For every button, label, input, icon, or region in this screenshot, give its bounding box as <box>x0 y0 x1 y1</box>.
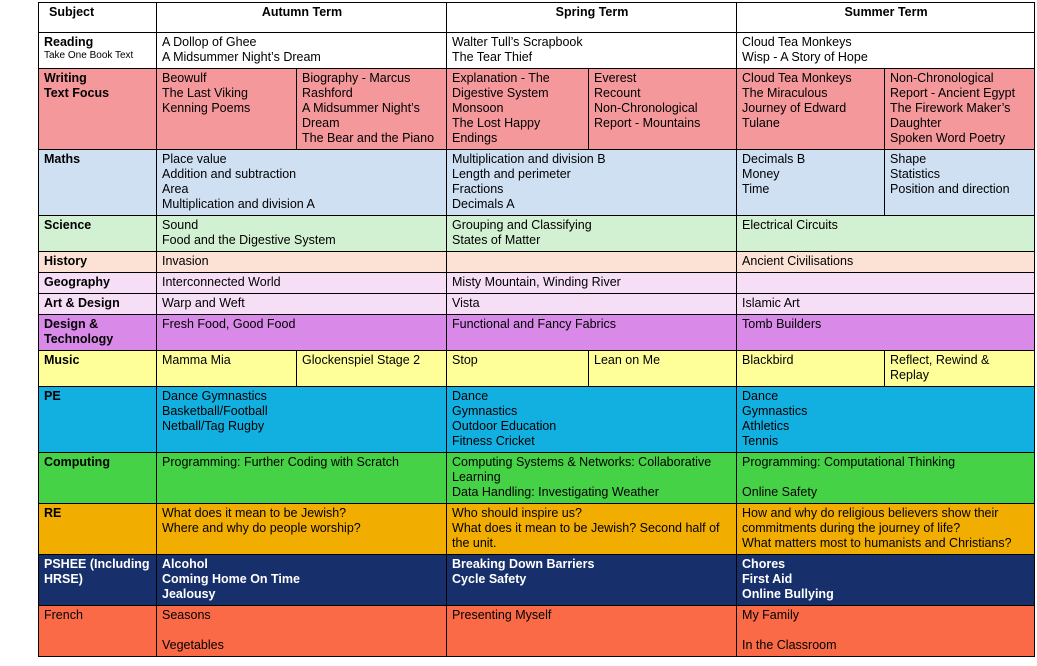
column-header-autumn: Autumn Term <box>157 3 447 33</box>
cell-art-summer: Islamic Art <box>737 294 1035 315</box>
row-subject-history: History <box>39 252 157 273</box>
cell-maths-summer-b <box>885 150 1035 216</box>
text-line: The Tear Thief <box>452 50 533 64</box>
cell-reading-summer <box>737 33 1035 69</box>
cell-writing-autumn-a <box>157 69 297 150</box>
text-line: Cycle Safety <box>452 572 527 586</box>
curriculum-table <box>38 2 1035 657</box>
row-subject-music: Music <box>39 351 157 387</box>
row-subject-french: French <box>39 606 157 657</box>
cell-music-spring-a: Stop <box>447 351 589 387</box>
text-line: Money <box>742 167 780 181</box>
cell-pshee-summer <box>737 555 1035 606</box>
text-line: Kenning Poems <box>162 101 251 115</box>
cell-pe-autumn <box>157 387 447 453</box>
text-line: Shape <box>890 152 927 166</box>
text-line: Non-Chronological Report - Mountains <box>594 101 701 130</box>
row-subject-re: RE <box>39 504 157 555</box>
text-line: Beowulf <box>162 71 207 85</box>
text-line: Addition and subtraction <box>162 167 297 181</box>
row-subject-pe: PE <box>39 387 157 453</box>
table-row <box>39 273 1035 294</box>
cell-music-autumn-a: Mamma Mia <box>157 351 297 387</box>
text-line: Dance Gymnastics <box>162 389 267 403</box>
cell-computing-autumn: Programming: Further Coding with Scratch <box>157 453 447 504</box>
cell-geography-spring: Misty Mountain, Winding River <box>447 273 737 294</box>
text-line: Vegetables <box>162 638 224 652</box>
row-subject-science: Science <box>39 216 157 252</box>
row-subject-maths: Maths <box>39 150 157 216</box>
column-header-spring: Spring Term <box>447 3 737 33</box>
text-line: Fitness Cricket <box>452 434 535 448</box>
text-line: The Miraculous <box>742 86 828 100</box>
text-line: A Midsummer Night’s Dream <box>162 50 321 64</box>
text-line: A Dollop of Ghee <box>162 35 257 49</box>
cell-art-autumn: Warp and Weft <box>157 294 447 315</box>
cell-maths-autumn <box>157 150 447 216</box>
cell-science-spring <box>447 216 737 252</box>
cell-computing-summer <box>737 453 1035 504</box>
text-line: Computing Systems & Networks: Collaborative Learning <box>452 455 712 484</box>
text-line: Decimals B <box>742 152 806 166</box>
text-line: First Aid <box>742 572 793 586</box>
cell-music-autumn-b: Glockenspiel Stage 2 <box>297 351 447 387</box>
cell-pe-summer <box>737 387 1035 453</box>
text-line: Spoken Word Poetry <box>890 131 1006 145</box>
text-line: Tennis <box>742 434 779 448</box>
text-line: The Lost Happy Endings <box>452 116 541 145</box>
cell-reading-autumn <box>157 33 447 69</box>
text-line: Grouping and Classifying <box>452 218 592 232</box>
text-line <box>162 623 442 638</box>
cell-reading-spring <box>447 33 737 69</box>
text-line: A Midsummer Night’s Dream <box>302 101 420 130</box>
text-line: Athletics <box>742 419 790 433</box>
table-row <box>39 216 1035 252</box>
text-line: Walter Tull’s Scrapbook <box>452 35 583 49</box>
cell-french-autumn <box>157 606 447 657</box>
table-row <box>39 387 1035 453</box>
cell-computing-spring <box>447 453 737 504</box>
text-line: Where and why do people worship? <box>162 521 361 535</box>
text-line: Place value <box>162 152 227 166</box>
text-line: Recount <box>594 86 641 100</box>
text-line: What matters most to humanists and Christians? <box>742 536 1012 550</box>
text-line: The Firework Maker’s Daughter <box>890 101 1011 130</box>
text-line: Text Focus <box>44 86 110 100</box>
cell-dt-autumn: Fresh Food, Good Food <box>157 315 447 351</box>
cell-art-spring: Vista <box>447 294 737 315</box>
table-row <box>39 33 1035 69</box>
table-header-row <box>39 3 1035 33</box>
text-line: Jealousy <box>162 587 216 601</box>
text-line: In the Classroom <box>742 638 837 652</box>
text-line: Monsoon <box>452 101 504 115</box>
text-line: What does it mean to be Jewish? Second half of the unit. <box>452 521 720 550</box>
row-subject-geography: Geography <box>39 273 157 294</box>
cell-dt-spring: Functional and Fancy Fabrics <box>447 315 737 351</box>
table-row <box>39 555 1035 606</box>
table-row <box>39 504 1035 555</box>
text-line: Netball/Tag Rugby <box>162 419 265 433</box>
cell-french-summer <box>737 606 1035 657</box>
text-line: The Last Viking <box>162 86 248 100</box>
text-line: Non-Chronological Report - Ancient Egypt <box>890 71 1016 100</box>
cell-history-summer: Ancient Civilisations <box>737 252 1035 273</box>
text-line: Time <box>742 182 770 196</box>
text-line: Multiplication and division A <box>162 197 315 211</box>
text-line: Who should inspire us? <box>452 506 582 520</box>
text-line: States of Matter <box>452 233 541 247</box>
text-line: Fractions <box>452 182 504 196</box>
text-line: Everest <box>594 71 637 85</box>
row-subject-computing: Computing <box>39 453 157 504</box>
cell-geography-summer <box>737 273 1035 294</box>
text-line: Dance <box>452 389 489 403</box>
text-line: Online Safety <box>742 485 818 499</box>
text-line: Alcohol <box>162 557 208 571</box>
cell-maths-spring <box>447 150 737 216</box>
text-line: Dance <box>742 389 779 403</box>
text-line: Chores <box>742 557 786 571</box>
table-row <box>39 150 1035 216</box>
cell-french-spring: Presenting Myself <box>447 606 737 657</box>
row-subject-pshee: PSHEE (Including HRSE) <box>39 555 157 606</box>
cell-music-summer-b: Reflect, Rewind & Replay <box>885 351 1035 387</box>
row-subject-art-design: Art & Design <box>39 294 157 315</box>
text-line: The Bear and the Piano <box>302 131 435 145</box>
text-line: Area <box>162 182 189 196</box>
text-line: Cloud Tea Monkeys <box>742 35 852 49</box>
text-line: Food and the Digestive System <box>162 233 336 247</box>
text-line: Multiplication and division B <box>452 152 606 166</box>
cell-science-autumn <box>157 216 447 252</box>
column-header-subject: Subject <box>39 3 157 33</box>
subject-subtitle: Take One Book Text <box>44 50 134 61</box>
text-line <box>742 623 1030 638</box>
text-line: Online Bullying <box>742 587 834 601</box>
cell-science-summer: Electrical Circuits <box>737 216 1035 252</box>
text-line: My Family <box>742 608 799 622</box>
cell-re-autumn <box>157 504 447 555</box>
cell-re-summer <box>737 504 1035 555</box>
text-line: Explanation - The Digestive System <box>452 71 550 100</box>
text-line: Coming Home On Time <box>162 572 300 586</box>
column-header-summer: Summer Term <box>737 3 1035 33</box>
table-row <box>39 606 1035 657</box>
text-line: How and why do religious believers show their commitments during the journey of life? <box>742 506 999 535</box>
text-line: Breaking Down Barriers <box>452 557 595 571</box>
row-subject-reading <box>39 33 157 69</box>
cell-history-autumn: Invasion <box>157 252 447 273</box>
text-line: Cloud Tea Monkeys <box>742 71 852 85</box>
cell-music-summer-a: Blackbird <box>737 351 885 387</box>
cell-re-spring <box>447 504 737 555</box>
cell-geography-autumn: Interconnected World <box>157 273 447 294</box>
cell-maths-summer-a <box>737 150 885 216</box>
cell-writing-summer-b <box>885 69 1035 150</box>
text-line: Seasons <box>162 608 211 622</box>
table-row <box>39 69 1035 150</box>
cell-pshee-spring <box>447 555 737 606</box>
text-line: Length and perimeter <box>452 167 571 181</box>
row-subject-writing <box>39 69 157 150</box>
table-row <box>39 351 1035 387</box>
text-line: Position and direction <box>890 182 1010 196</box>
table-row <box>39 315 1035 351</box>
text-line: Statistics <box>890 167 941 181</box>
cell-pshee-autumn <box>157 555 447 606</box>
cell-pe-spring <box>447 387 737 453</box>
cell-dt-summer: Tomb Builders <box>737 315 1035 351</box>
text-line: Decimals A <box>452 197 515 211</box>
cell-music-spring-b: Lean on Me <box>589 351 737 387</box>
cell-writing-autumn-b <box>297 69 447 150</box>
cell-writing-spring-b <box>589 69 737 150</box>
text-line: Programming: Computational Thinking <box>742 455 956 469</box>
cell-history-spring <box>447 252 737 273</box>
text-line: Biography - Marcus Rashford <box>302 71 411 100</box>
subject-title: Reading <box>44 35 94 49</box>
text-line: Journey of Edward Tulane <box>742 101 847 130</box>
text-line: What does it mean to be Jewish? <box>162 506 347 520</box>
text-line: Gymnastics <box>742 404 808 418</box>
cell-writing-spring-a <box>447 69 589 150</box>
text-line <box>742 470 1030 485</box>
table-row <box>39 453 1035 504</box>
text-line: Outdoor Education <box>452 419 557 433</box>
row-subject-design-technology: Design & Technology <box>39 315 157 351</box>
text-line: Data Handling: Investigating Weather <box>452 485 659 499</box>
table-row <box>39 252 1035 273</box>
text-line: Wisp - A Story of Hope <box>742 50 868 64</box>
text-line: Sound <box>162 218 199 232</box>
text-line: Basketball/Football <box>162 404 268 418</box>
text-line: Writing <box>44 71 87 85</box>
table-row <box>39 294 1035 315</box>
text-line: Gymnastics <box>452 404 518 418</box>
cell-writing-summer-a <box>737 69 885 150</box>
